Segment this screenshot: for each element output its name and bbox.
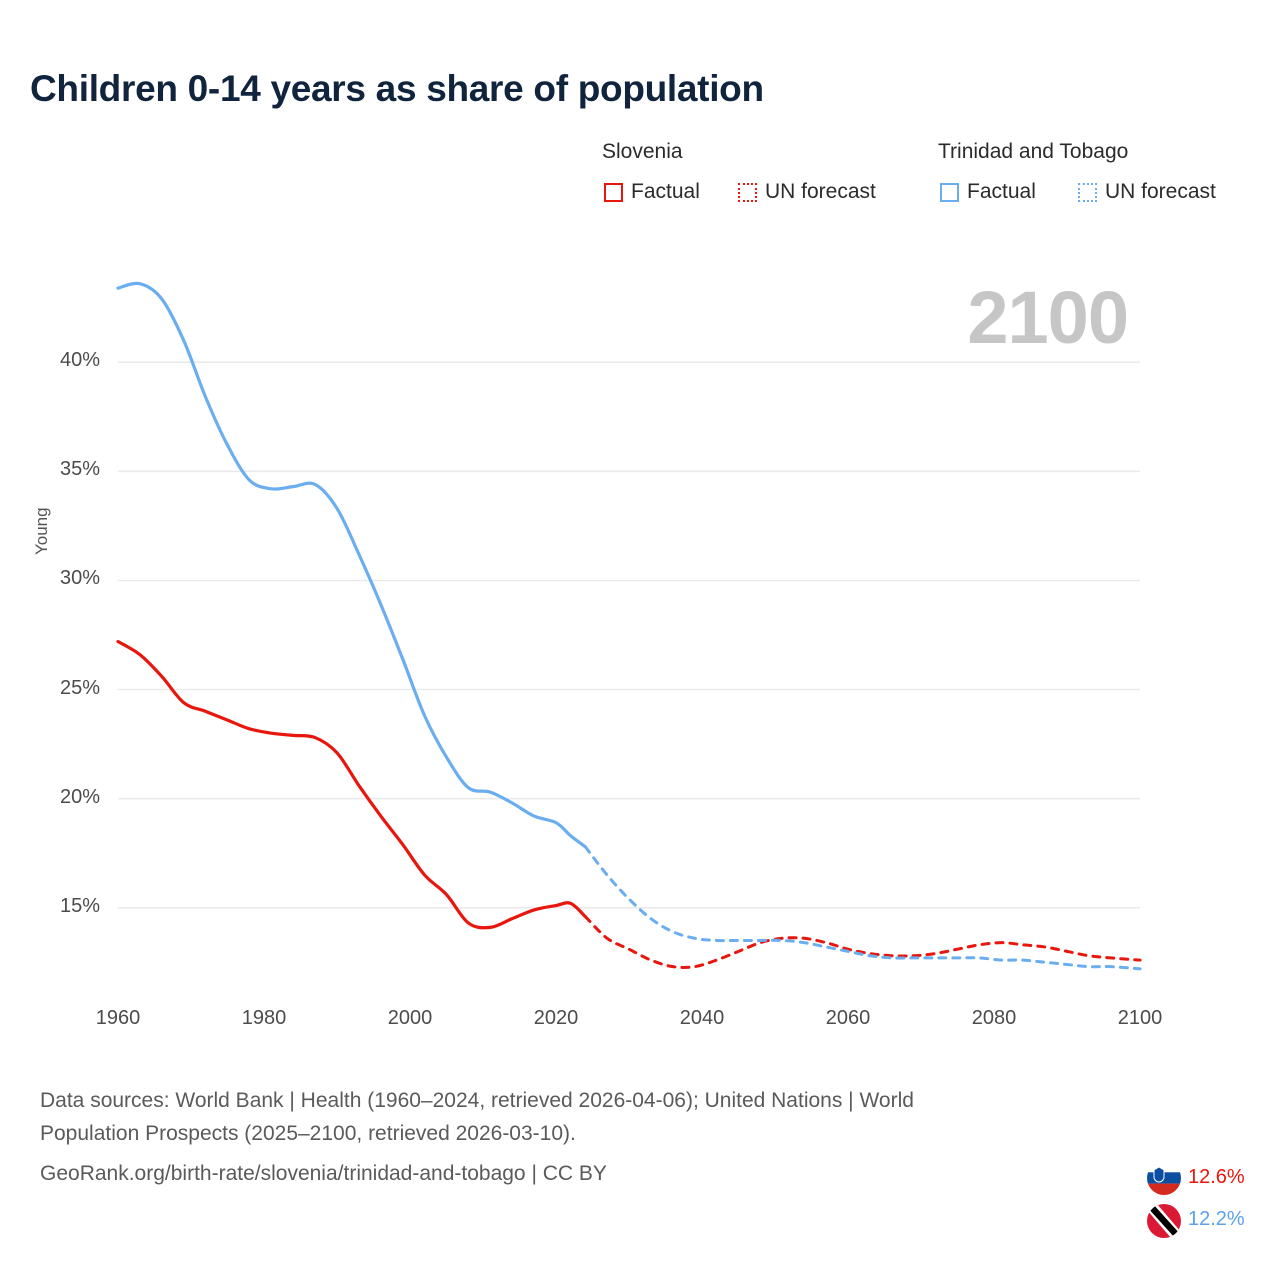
footer-line-1b: Population Prospects (2025–2100, retrieved 2026-03-10). <box>40 1121 576 1145</box>
footer-line-1: Data sources: World Bank | Health (1960–2024, retrieved 2026-04-06); United Nations | World <box>40 1089 914 1112</box>
legend-country-names <box>590 140 1250 168</box>
series-lines <box>118 283 1140 968</box>
legend-items <box>590 180 1250 214</box>
big-year-watermark: 2100 <box>967 276 1128 359</box>
y-axis-label: Young <box>32 507 51 555</box>
legend-swatch-icon <box>738 183 757 202</box>
x-tick-label: 2060 <box>825 1007 871 1029</box>
x-tick-label: 2040 <box>679 1007 725 1029</box>
legend-swatch-icon <box>604 183 623 202</box>
footer-line-2[interactable]: GeoRank.org/birth-rate/slovenia/trinidad-and-tobago | CC BY <box>40 1162 607 1186</box>
legend-item-slovenia-forecast[interactable] <box>738 180 876 204</box>
legend-country-trinidad-and-tobago: Trinidad and Tobago <box>938 140 1129 163</box>
chart-legend <box>590 140 1250 214</box>
y-tick-label: 40% <box>59 349 100 372</box>
x-tick-label: 2100 <box>1117 1007 1163 1029</box>
x-tick-label: 1980 <box>241 1007 287 1029</box>
legend-country-slovenia: Slovenia <box>602 140 683 163</box>
legend-swatch-icon <box>1078 183 1097 202</box>
flag-trinidad-and-tobago <box>1146 1203 1182 1239</box>
legend-item-slovenia-factual[interactable] <box>604 180 700 204</box>
y-tick-label: 35% <box>59 458 100 481</box>
legend-item-label: Factual <box>967 180 1036 203</box>
y-tick-label: 25% <box>59 676 100 699</box>
legend-item-label: UN forecast <box>765 180 876 203</box>
x-tick-label: 1960 <box>95 1007 141 1029</box>
y-tick-label: 30% <box>59 567 100 590</box>
end-label-trinidad-and-tobago: 12.2% <box>1188 1208 1245 1230</box>
page-title: Children 0-14 years as share of population <box>30 68 764 109</box>
end-label-slovenia: 12.6% <box>1188 1166 1245 1188</box>
legend-item-label: UN forecast <box>1105 180 1216 203</box>
y-tick-label: 15% <box>59 894 100 917</box>
chart-svg <box>0 255 1280 1045</box>
legend-item-trinidad-forecast[interactable] <box>1078 180 1216 204</box>
legend-swatch-icon <box>940 183 959 202</box>
x-tick-label: 2000 <box>387 1007 433 1029</box>
y-tick-label: 20% <box>59 785 100 808</box>
legend-item-trinidad-factual[interactable] <box>940 180 1036 204</box>
footer-sources <box>40 1085 1240 1191</box>
x-tick-label: 2020 <box>533 1007 579 1029</box>
x-tick-label: 2080 <box>971 1007 1017 1029</box>
legend-item-label: Factual <box>631 180 700 203</box>
gridlines <box>118 362 1140 907</box>
